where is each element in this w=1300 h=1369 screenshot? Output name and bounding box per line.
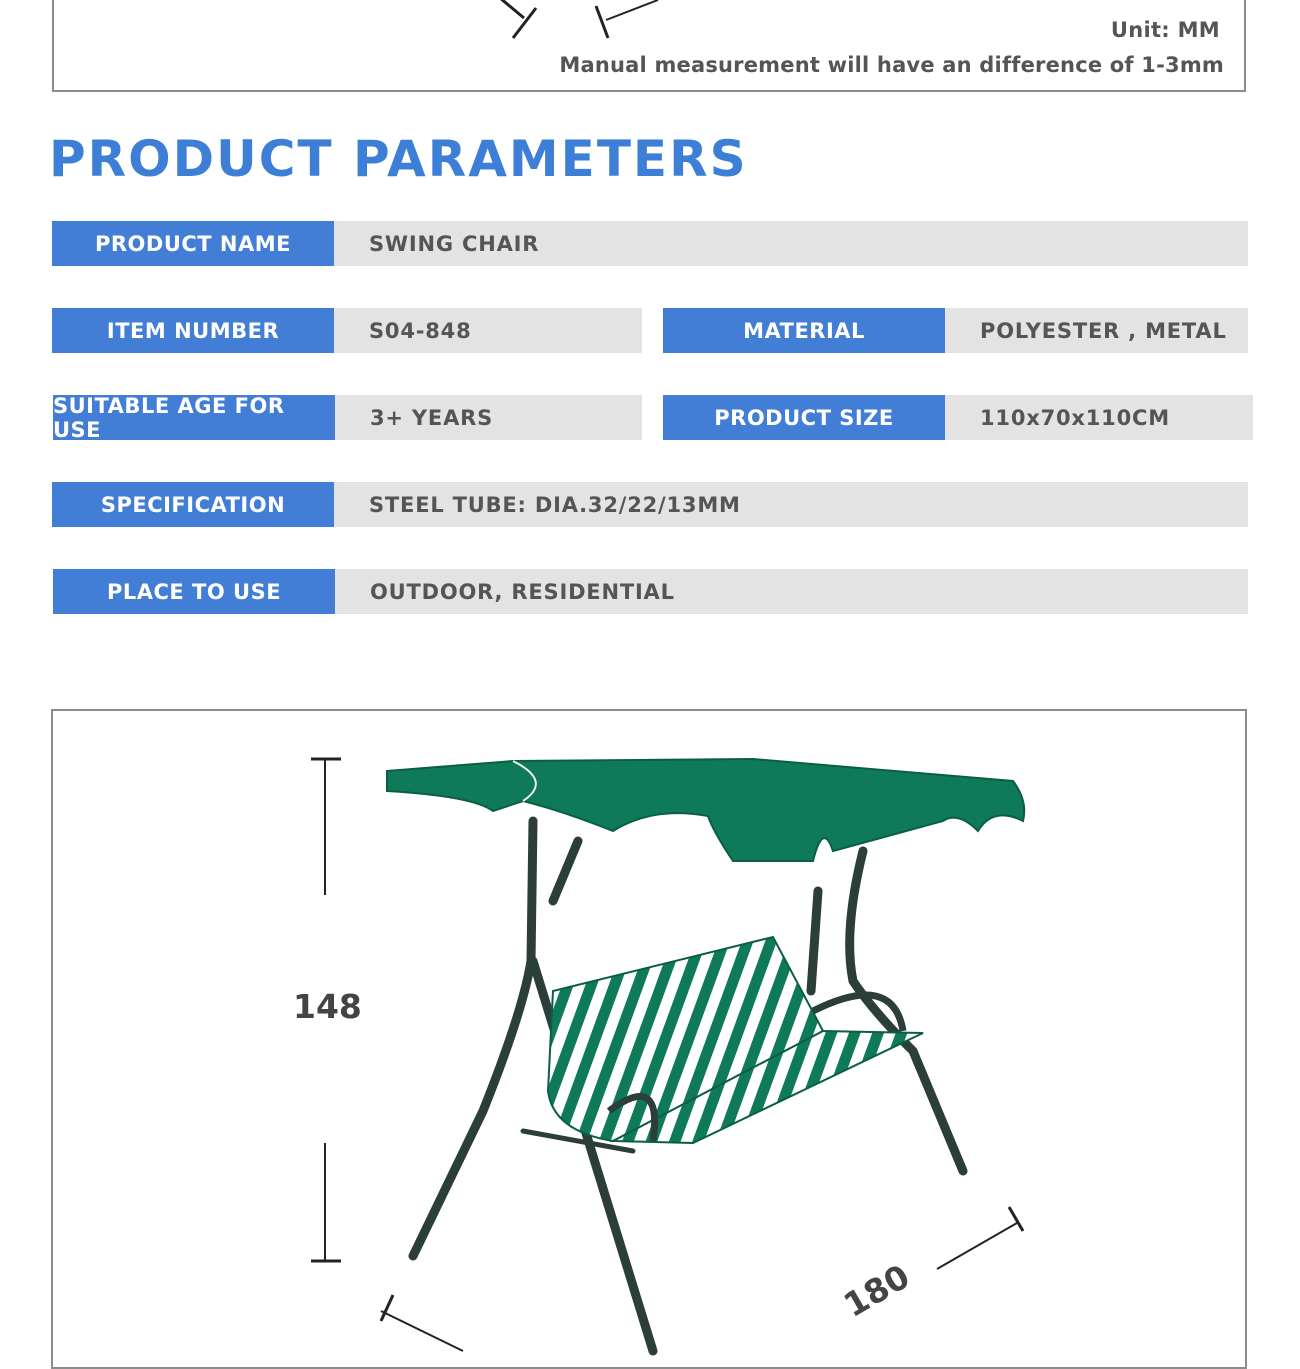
width-dimension-line	[937, 1223, 1017, 1269]
frame-strut	[553, 841, 578, 901]
param-row-item-number	[52, 308, 642, 353]
measurement-note: Manual measurement will have an difference of 1-3mm	[559, 53, 1224, 77]
param-row-suitable-age	[53, 395, 642, 440]
param-label: PRODUCT SIZE	[663, 395, 945, 440]
dimension-note-box	[52, 0, 1246, 92]
param-row-specification	[52, 482, 1248, 527]
param-label: PLACE TO USE	[53, 569, 335, 614]
param-label: ITEM NUMBER	[52, 308, 334, 353]
param-label: MATERIAL	[663, 308, 945, 353]
dimension-line	[606, 0, 658, 20]
param-value: OUTDOOR, RESIDENTIAL	[335, 569, 1248, 614]
canopy	[387, 759, 1024, 861]
param-value: 3+ YEARS	[335, 395, 642, 440]
depth-dimension-line	[381, 1311, 463, 1351]
page-title: PRODUCT PARAMETERS	[49, 130, 748, 188]
frame-leg-front-right	[850, 851, 963, 1171]
width-dimension-label: 180	[837, 1256, 917, 1325]
param-row-product-name	[52, 221, 1248, 266]
product-diagram-box	[51, 709, 1247, 1369]
param-value: POLYESTER , METAL	[945, 308, 1248, 353]
param-value: STEEL TUBE: DIA.32/22/13MM	[334, 482, 1248, 527]
param-label: SPECIFICATION	[52, 482, 334, 527]
param-value: S04-848	[334, 308, 642, 353]
dimension-tick	[596, 6, 608, 38]
frame-leg-front-left	[413, 821, 533, 1256]
height-dimension-label: 148	[293, 987, 362, 1026]
param-value: 110x70x110CM	[945, 395, 1253, 440]
param-label: PRODUCT NAME	[52, 221, 334, 266]
dimension-lines-top	[54, 0, 1248, 94]
depth-dimension-tick	[381, 1295, 393, 1321]
param-row-material	[663, 308, 1248, 353]
swing-chair-illustration	[53, 711, 1247, 1369]
param-label: SUITABLE AGE FOR USE	[53, 395, 335, 440]
frame-post-right	[811, 891, 818, 991]
param-row-place-to-use	[53, 569, 1248, 614]
param-value: SWING CHAIR	[334, 221, 1248, 266]
param-row-product-size	[663, 395, 1253, 440]
unit-label: Unit: MM	[1110, 18, 1220, 42]
dimension-tick	[500, 0, 524, 18]
